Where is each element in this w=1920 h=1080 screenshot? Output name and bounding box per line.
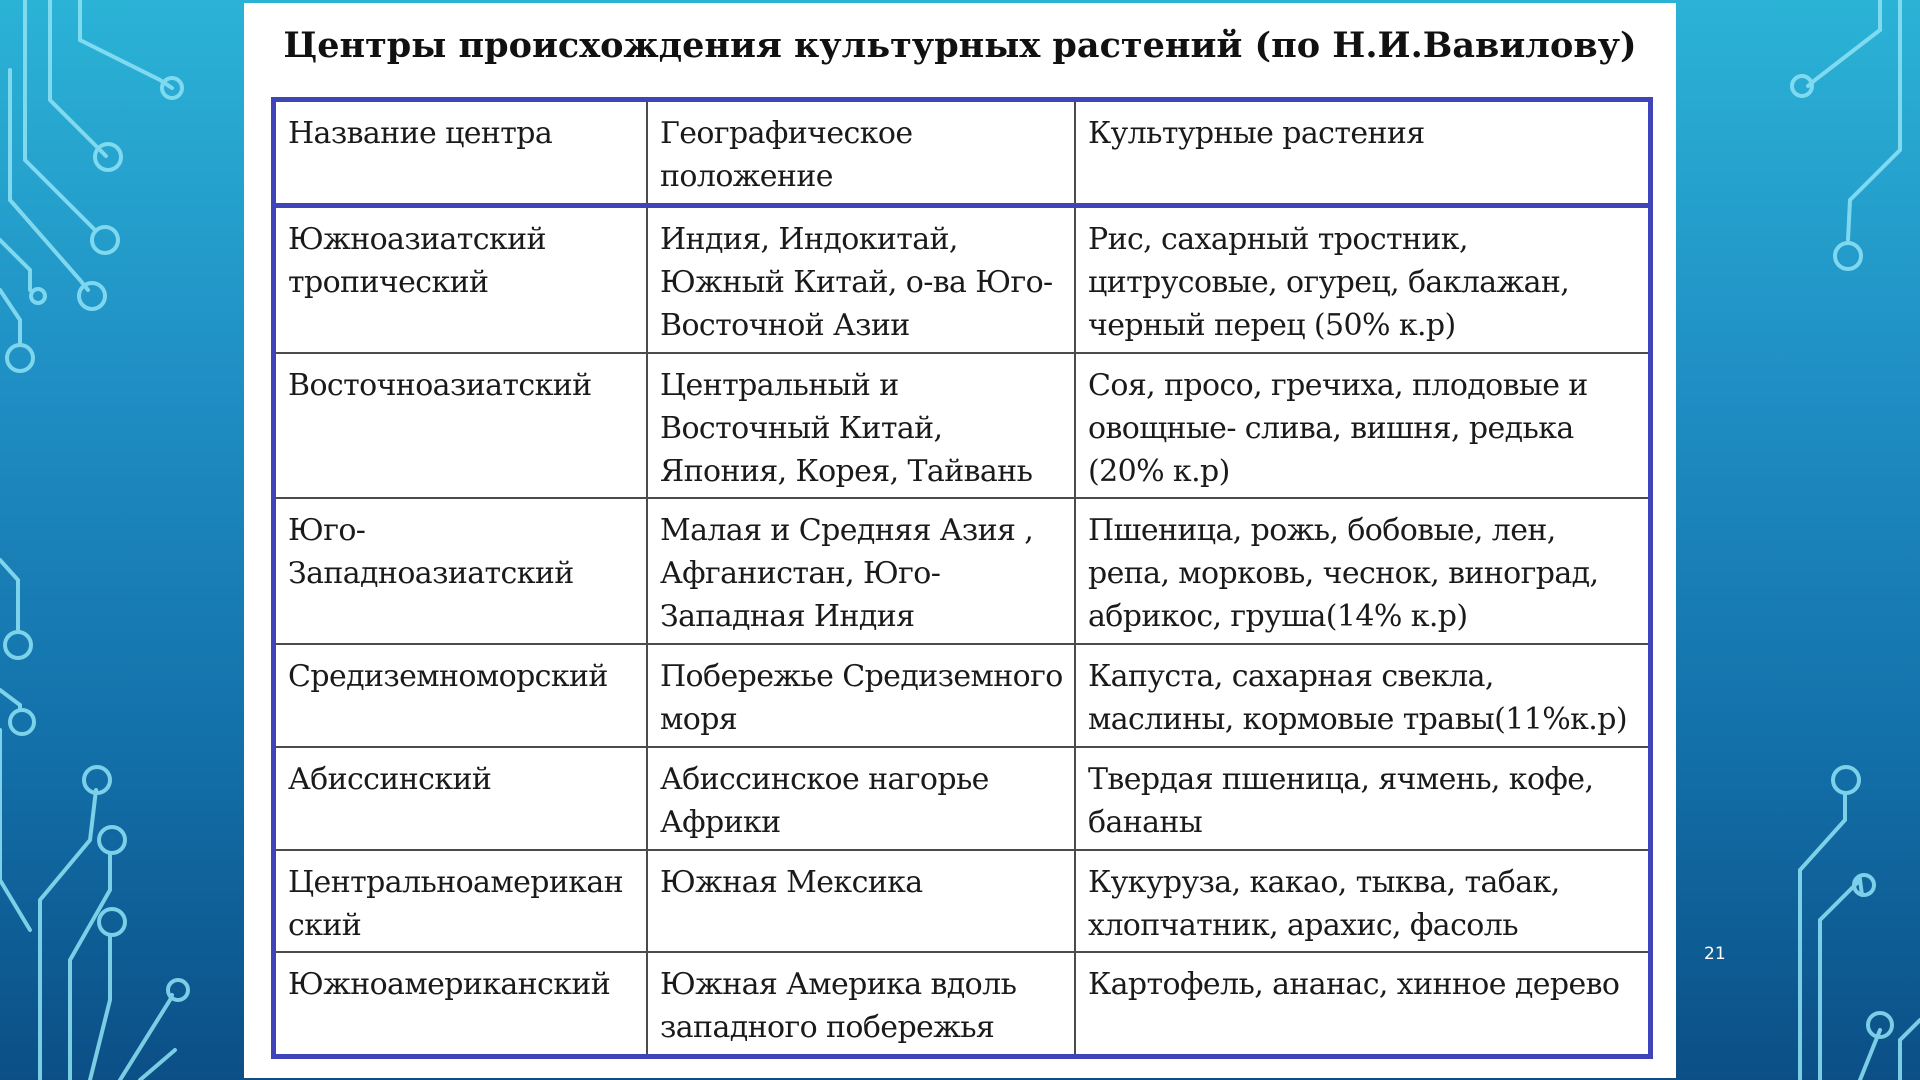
cell-text-line: Малая и Средняя Азия ,: [660, 513, 1034, 549]
cell-text-line: Восточной Азии: [660, 307, 910, 343]
cell-text-line: Средиземноморский: [288, 659, 608, 695]
table-row: [276, 353, 1648, 499]
cell-text-line: Восточноазиатский: [288, 367, 592, 403]
cell-text-line: Рис, сахарный тростник,: [1088, 221, 1468, 257]
table-row: [276, 498, 1648, 644]
table-row: [276, 205, 1648, 352]
cell-geographic-location: [647, 205, 1075, 352]
cell-geographic-location: [647, 353, 1075, 499]
cell-text-line: овощные- слива, вишня, редька: [1088, 410, 1574, 446]
cell-text-line: Южная Америка вдоль: [660, 967, 1017, 1003]
cell-text-line: тропический: [288, 264, 489, 300]
cell-center-name: [276, 498, 647, 644]
cell-cultivated-plants: [1075, 498, 1648, 644]
cell-text-line: западного побережья: [660, 1010, 995, 1046]
cell-text-line: Япония, Корея, Тайвань: [660, 453, 1033, 489]
cell-text-line: репа, морковь, чеснок, виноград,: [1088, 556, 1599, 592]
cell-cultivated-plants: [1075, 747, 1648, 850]
cell-text-line: Твердая пшеница, ячмень, кофе,: [1088, 762, 1594, 798]
cell-text-line: Юго-: [288, 513, 366, 549]
cell-text-line: моря: [660, 702, 738, 738]
cell-cultivated-plants: [1075, 644, 1648, 747]
cell-text-line: Побережье Средиземного: [660, 659, 1063, 695]
cell-geographic-location: [647, 498, 1075, 644]
cell-text-line: цитрусовые, огурец, баклажан,: [1088, 264, 1570, 300]
cell-text-line: Кукуруза, какао, тыква, табак,: [1088, 864, 1560, 900]
cell-center-name: [276, 952, 647, 1054]
table-row: [276, 952, 1648, 1054]
table-row: [276, 644, 1648, 747]
cell-text-line: Пшеница, рожь, бобовые, лен,: [1088, 513, 1556, 549]
cell-center-name: [276, 747, 647, 850]
cell-text-line: Западноазиатский: [288, 556, 574, 592]
cell-text-line: Южная Мексика: [660, 864, 923, 900]
cell-geographic-location: [647, 850, 1075, 953]
cell-text-line: Соя, просо, гречиха, плодовые и: [1088, 367, 1588, 403]
cell-text-line: Южноамериканский: [288, 967, 611, 1003]
cell-cultivated-plants: [1075, 205, 1648, 352]
cell-center-name: [276, 353, 647, 499]
cell-text-line: положение: [660, 159, 833, 194]
cell-text-line: маслины, кормовые травы(11%к.р): [1088, 702, 1627, 738]
cell-text-line: Западная Индия: [660, 599, 915, 635]
cell-text-line: бананы: [1088, 805, 1203, 841]
cell-text-line: Южноазиатский: [288, 221, 546, 257]
header-center-name: [276, 102, 647, 205]
cell-center-name: [276, 850, 647, 953]
cell-cultivated-plants: [1075, 850, 1648, 953]
cell-text-line: абрикос, груша(14% к.р): [1088, 599, 1468, 635]
cell-text-line: хлопчатник, арахис, фасоль: [1088, 907, 1518, 943]
header-cultivated-plants: [1075, 102, 1648, 205]
cell-text-line: Географическое: [660, 116, 913, 151]
cell-text-line: Картофель, ананас, хинное дерево: [1088, 967, 1620, 1003]
cell-text-line: ский: [288, 907, 362, 943]
table-header-row: [276, 102, 1648, 205]
cell-text-line: черный перец (50% к.р): [1088, 307, 1456, 343]
table-image: [244, 3, 1676, 1078]
table-row: [276, 747, 1648, 850]
cell-center-name: [276, 644, 647, 747]
cell-geographic-location: [647, 747, 1075, 850]
page-number: 21: [1704, 944, 1726, 964]
cell-text-line: Южный Китай, о-ва Юго-: [660, 264, 1053, 300]
table-row: [276, 850, 1648, 953]
cell-text-line: Название центра: [288, 116, 553, 151]
cell-text-line: Индия, Индокитай,: [660, 221, 958, 257]
cell-text-line: Абиссинское нагорье: [660, 762, 989, 798]
cell-geographic-location: [647, 644, 1075, 747]
cell-cultivated-plants: [1075, 353, 1648, 499]
cell-text-line: Африки: [660, 805, 781, 841]
cell-text-line: Капуста, сахарная свекла,: [1088, 659, 1494, 695]
slide-title: Центры происхождения культурных растений (по Н.И.Вавилову): [283, 25, 1637, 66]
cell-text-line: Центральный и: [660, 367, 899, 403]
cell-text-line: Абиссинский: [288, 762, 492, 798]
cell-text-line: Афганистан, Юго-: [660, 556, 941, 592]
cell-text-line: (20% к.р): [1088, 453, 1230, 489]
cell-text-line: Восточный Китай,: [660, 410, 943, 446]
cell-center-name: [276, 205, 647, 352]
cell-text-line: Культурные растения: [1088, 116, 1425, 151]
cell-cultivated-plants: [1075, 952, 1648, 1054]
vavilov-centers-table: [271, 97, 1653, 1059]
header-geographic-location: [647, 102, 1075, 205]
cell-geographic-location: [647, 952, 1075, 1054]
cell-text-line: Центральноамерикан: [288, 864, 624, 900]
